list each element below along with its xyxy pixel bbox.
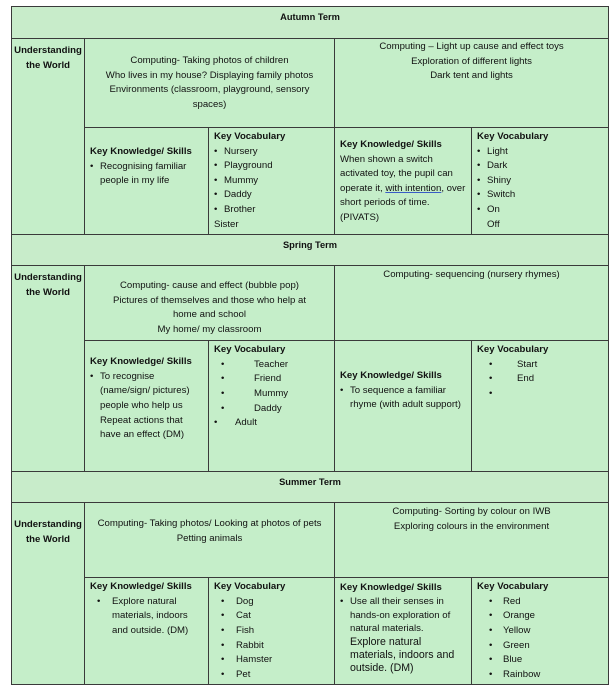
spring-key-knowledge-2 bbox=[335, 341, 472, 472]
spring-key-vocab-1 bbox=[209, 341, 335, 472]
list-item: • Recognising familiar people in my life bbox=[90, 160, 203, 189]
list-item: • Light bbox=[477, 145, 603, 160]
intro-line: Computing – Light up cause and effect toys bbox=[379, 41, 564, 52]
list-item: • Orange bbox=[477, 609, 603, 624]
list-item: • Brother bbox=[214, 203, 329, 218]
intro-line: Petting animals bbox=[176, 532, 243, 544]
vocabulary-list bbox=[214, 145, 329, 218]
list-item: • Dog bbox=[214, 595, 329, 610]
vocabulary-list bbox=[477, 145, 603, 233]
autumn-term-heading: Autumn Term bbox=[12, 7, 609, 39]
list-item: • Teacher bbox=[214, 358, 329, 373]
key-vocabulary-heading: Key Vocabulary bbox=[214, 131, 286, 142]
list-item: • Fish bbox=[214, 624, 329, 639]
summer-left-intro bbox=[85, 503, 335, 578]
list-item: • Adult bbox=[214, 416, 329, 431]
curriculum-table bbox=[11, 6, 609, 685]
spring-left-intro bbox=[85, 266, 335, 341]
vocabulary-list bbox=[477, 595, 603, 683]
key-knowledge-heading: Key Knowledge/ Skills bbox=[340, 370, 442, 382]
summer-key-vocab-1 bbox=[209, 578, 335, 685]
key-vocabulary-heading: Key Vocabulary bbox=[477, 344, 549, 356]
intro-line: Exploration of different lights bbox=[411, 55, 532, 67]
list-item: • Green bbox=[477, 639, 603, 654]
vocabulary-list bbox=[477, 358, 603, 387]
autumn-key-knowledge-2 bbox=[335, 128, 472, 235]
intro-line: Computing- Taking photos/ Looking at photos of pets bbox=[97, 518, 322, 530]
vocabulary-list bbox=[214, 416, 329, 431]
list-item: • Shiny bbox=[477, 174, 603, 189]
list-item: • Explore natural materials, indoors and outside. (DM) bbox=[90, 595, 203, 639]
autumn-right-intro bbox=[335, 39, 609, 128]
list-item: • Friend bbox=[214, 372, 329, 387]
list-item: • Mummy bbox=[214, 174, 329, 189]
list-item: • Playground bbox=[214, 159, 329, 174]
list-item: • Daddy bbox=[214, 188, 329, 203]
key-knowledge-heading: Key Knowledge/ Skills bbox=[90, 581, 192, 593]
intro-line: Who lives in my house? Displaying family photos bbox=[105, 69, 314, 81]
intro-line: Exploring colours in the environment bbox=[393, 520, 550, 532]
list-item: • On bbox=[477, 203, 603, 218]
autumn-key-vocab-1 bbox=[209, 128, 335, 235]
vocabulary-list bbox=[214, 595, 329, 683]
list-item: • Nursery bbox=[214, 145, 329, 160]
intro-line: Computing- Sorting by colour on IWB bbox=[392, 506, 551, 518]
list-item: • Dark bbox=[477, 159, 603, 174]
key-vocabulary-heading: Key Vocabulary bbox=[477, 131, 549, 142]
autumn-key-knowledge-1 bbox=[85, 128, 209, 235]
autumn-subject: Understanding the World bbox=[12, 39, 85, 235]
autumn-left-intro bbox=[85, 39, 335, 128]
knowledge-text: Repeat actions that have an effect (DM) bbox=[100, 414, 185, 441]
summer-key-knowledge-2 bbox=[335, 578, 472, 685]
knowledge-text: Explore natural materials, indoors and outside. (DM) bbox=[350, 635, 455, 674]
list-item: • Pet bbox=[214, 668, 329, 683]
list-item: • Hamster bbox=[214, 653, 329, 668]
summer-key-vocab-2 bbox=[472, 578, 609, 685]
knowledge-list bbox=[90, 160, 203, 189]
list-item: Off bbox=[487, 218, 500, 230]
key-knowledge-heading: Key Knowledge/ Skills bbox=[340, 139, 442, 150]
key-knowledge-heading: Key Knowledge/ Skills bbox=[340, 582, 442, 594]
list-item: • Rabbit bbox=[214, 639, 329, 654]
spring-term-heading: Spring Term bbox=[12, 235, 609, 266]
key-knowledge-heading: Key Knowledge/ Skills bbox=[90, 356, 192, 368]
key-vocabulary-heading: Key Vocabulary bbox=[214, 581, 286, 593]
autumn-key-vocab-2 bbox=[472, 128, 609, 235]
list-item: • Switch bbox=[477, 188, 603, 203]
intro-line: Environments (classroom, playground, sensory spaces) bbox=[109, 84, 310, 110]
list-item: • Blue bbox=[477, 653, 603, 668]
list-item: • End bbox=[477, 372, 603, 387]
list-item: • To sequence a familiar rhyme (with adult support) bbox=[340, 384, 466, 413]
intro-line: Pictures of themselves and those who help at home and school bbox=[112, 294, 307, 321]
knowledge-list bbox=[340, 595, 466, 636]
summer-subject: Understanding the World bbox=[12, 503, 85, 685]
list-item: • Daddy bbox=[214, 402, 329, 417]
intro-line: Computing- sequencing (nursery rhymes) bbox=[383, 269, 560, 281]
summer-right-intro bbox=[335, 503, 609, 578]
list-item: • Use all their senses in hands-on exploration of natural materials. bbox=[340, 595, 466, 636]
knowledge-list bbox=[90, 370, 203, 414]
list-item: • Yellow bbox=[477, 624, 603, 639]
spring-right-intro bbox=[335, 266, 609, 341]
list-item: • To recognise (name/sign/ pictures) people who help us bbox=[90, 370, 203, 414]
list-item: • Cat bbox=[214, 609, 329, 624]
spring-key-knowledge-1 bbox=[85, 341, 209, 472]
summer-key-knowledge-1 bbox=[85, 578, 209, 685]
intro-line: My home/ my classroom bbox=[157, 323, 262, 335]
list-item: • Red bbox=[477, 595, 603, 610]
knowledge-list bbox=[340, 384, 466, 413]
list-item: • Mummy bbox=[214, 387, 329, 402]
intro-line: Computing- Taking photos of children bbox=[130, 55, 289, 66]
intro-line: Dark tent and lights bbox=[430, 70, 513, 82]
list-item: • Start bbox=[477, 358, 603, 373]
spring-key-vocab-2 bbox=[472, 341, 609, 472]
list-continuation: Sister bbox=[214, 218, 239, 230]
key-vocabulary-heading: Key Vocabulary bbox=[214, 344, 286, 356]
intro-line: Computing- cause and effect (bubble pop) bbox=[119, 280, 300, 292]
knowledge-text: When shown a switch activated toy, the pupil can operate it, with intention, over short periods of time. (PIVATS) bbox=[340, 153, 466, 223]
summer-term-heading: Summer Term bbox=[12, 472, 609, 503]
key-knowledge-heading: Key Knowledge/ Skills bbox=[90, 146, 192, 157]
key-vocabulary-heading: Key Vocabulary bbox=[477, 581, 549, 593]
spring-subject: Understanding the World bbox=[12, 266, 85, 472]
vocabulary-list bbox=[214, 358, 329, 416]
knowledge-list bbox=[90, 595, 203, 639]
list-item: • Rainbow bbox=[477, 668, 603, 683]
